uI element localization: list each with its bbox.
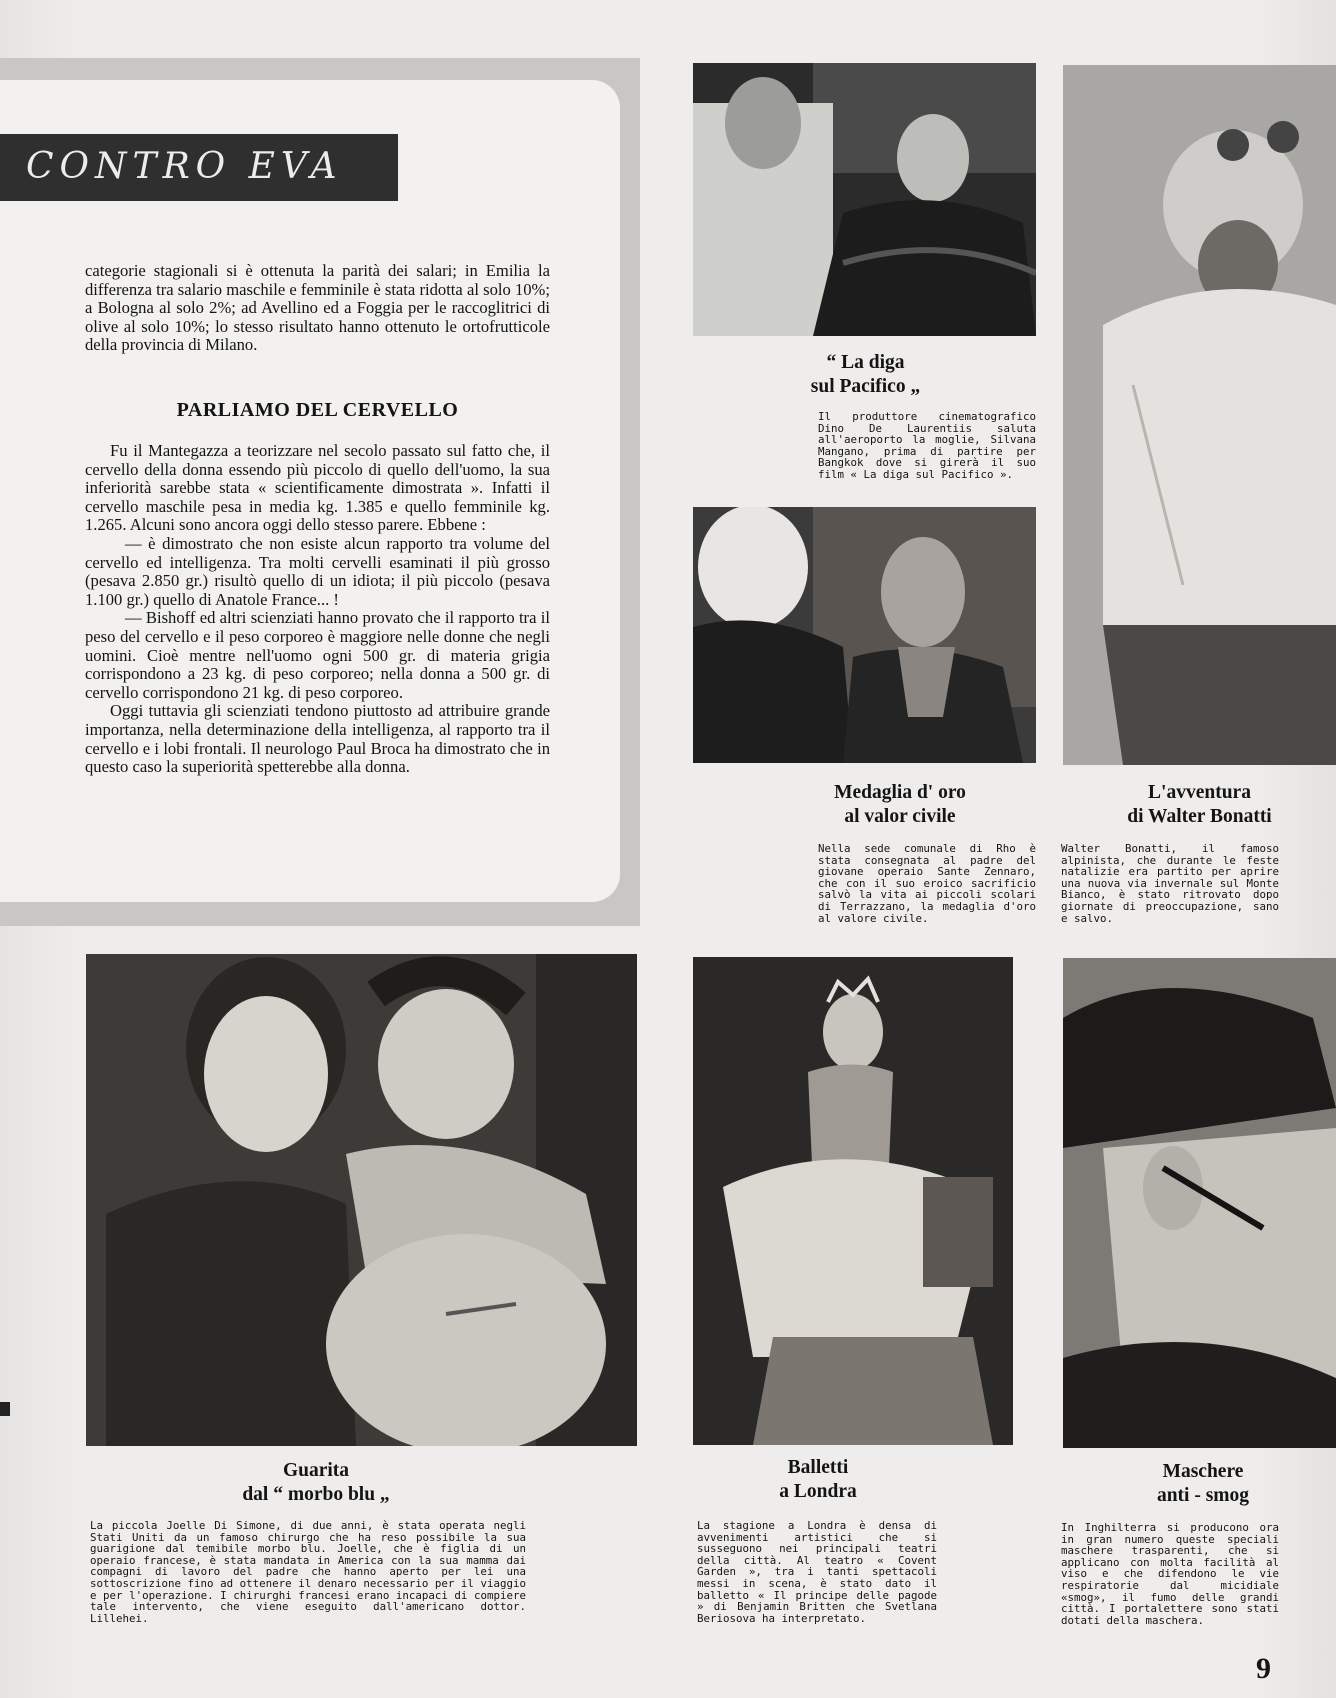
photo-joelle-di-simone (86, 954, 637, 1446)
caption-text-maschere: In Inghilterra si producono ora in gran numero queste speciali maschere trasparenti, che si applicano con molta facilità al viso e che difendono le vie respiratorie dal micidiale «smog», il fumo delle grandi città. I portalettere sono stati dotati della maschera. (1061, 1521, 1279, 1627)
banner-title: CONTRO EVA (26, 146, 343, 187)
intro-paragraph: categorie stagionali si è ottenuta la parità dei salari; in Emilia la differenza tra salario maschile e femminile è stata ridotta al solo 10%; a Bologna al solo 2%; ad Avellino ed a Foggia per le raccoglitrici di olive al solo 10%; lo stesso risultato hanno ottenuto le ortofrutticole della provincia di Milano. (85, 261, 550, 355)
caption-text-balletti: La stagione a Londra è densa di avvenimenti artistici che si susseguono nei principali teatri della città. Al teatro « Covent Garden », tra i tanti spettacoli messi in scena, è stato dato il balletto « Il principe delle pagode » di Benjamin Britten che Svetlana Beriosova ha interpretato. (697, 1519, 937, 1625)
article-paragraph: Oggi tuttavia gli scienziati tendono piuttosto ad attribuire grande importanza, nella determinazione della intelligenza, al rapporto tra il cervello e i lobi frontali. Il neurologo Paul Broca ha dimostrato che in questo caso la superiorità spetterebbe alla donna. (85, 701, 550, 777)
photo-walter-bonatti (1063, 65, 1336, 765)
caption-title-bonatti: L'avventura di Walter Bonatti (1127, 782, 1272, 827)
photo-maschere-anti-smog (1063, 958, 1336, 1448)
photo-medaglia-oro (693, 507, 1036, 763)
caption-text-medaglia: Nella sede comunale di Rho è stata consegnata al padre del giovane operaio Sante Zennaro, che con il suo eroico sacrificio salvò la vita ai piccoli scolari di Terrazzano, la medaglia d'oro al valore civile. (818, 842, 1036, 925)
caption-text-bonatti: Walter Bonatti, il famoso alpinista, che durante le feste natalizie era partito per aprire una nuova via invernale sul Monte Bianco, è stato ritrovato dopo giornate di preoccupazione, sano e salvo. (1061, 842, 1279, 925)
caption-text-diga: Il produttore cinematografico Dino De Laurentiis saluta all'aeroporto la moglie, Silvana Mangano, prima di partire per Bangkok dove si girerà il suo film « La diga sul Pacifico ». (818, 410, 1036, 481)
registration-mark (0, 1402, 10, 1416)
article-body (85, 442, 550, 777)
caption-title-morbo: Guarita dal “ morbo blu „ (242, 1460, 390, 1505)
caption-title-balletti: Balletti a Londra (779, 1457, 857, 1502)
caption-title-diga: “ La diga sul Pacifico „ (810, 352, 921, 397)
photo-dino-de-laurentiis (693, 63, 1036, 336)
photo-svetlana-beriosova (693, 957, 1013, 1445)
article-paragraph: Fu il Mantegazza a teorizzare nel secolo passato sul fatto che, il cervello della donna essendo più piccolo di quello dell'uomo, la sua inferiorità sarebbe stata « scientificamente dimostrata ». Infatti il cervello maschile pesa in media kg. 1.385 e quello femminile kg. 1.265. Alcuni sono ancora oggi dello stesso parere. Ebbene : (85, 441, 550, 535)
section-banner (0, 134, 398, 201)
caption-text-morbo: La piccola Joelle Di Simone, di due anni, è stata operata negli Stati Uniti da un famoso chirurgo che ha reso possibile la sua guarigione dal temibile morbo blu. Joelle, che è figlia di un operaio francese, è stata mandata in America con la sua mamma dai compagni di lavoro del padre che hanno aperto per lei una sottoscrizione fino ad ottenere il denaro necessario per il viaggio e per l'operazione. I chirurghi francesi erano incapaci di compiere tale intervento, che viene eseguito dall'americano dottor. Lillehei. (90, 1519, 526, 1625)
caption-title-maschere: Maschere anti - smog (1156, 1461, 1250, 1506)
article-paragraph: — è dimostrato che non esiste alcun rapporto tra volume del cervello ed intelligenza. Tra molti cervelli esaminati il più grosso (pesava 2.850 gr.) risultò quello di un idiota; il più piccolo (pesava 1.100 gr.) quello di Anatole France... ! (85, 533, 550, 609)
section-heading: PARLIAMO DEL CERVELLO (176, 399, 459, 421)
caption-title-medaglia: Medaglia d' oro al valor civile (834, 782, 966, 827)
article-intro (85, 262, 550, 355)
article-paragraph: — Bishoff ed altri scienziati hanno provato che il rapporto tra il peso del cervello e il peso corporeo è maggiore nelle donne che negli uomini. Cioè mentre nell'uomo ogni 500 gr. di materia grigia corrispondono a 23 kg. di peso corporeo; nella donna a 500 gr. di cervello corrispondono 21 kg. di peso corporeo. (85, 608, 550, 702)
page-number: 9 (1256, 1652, 1271, 1685)
